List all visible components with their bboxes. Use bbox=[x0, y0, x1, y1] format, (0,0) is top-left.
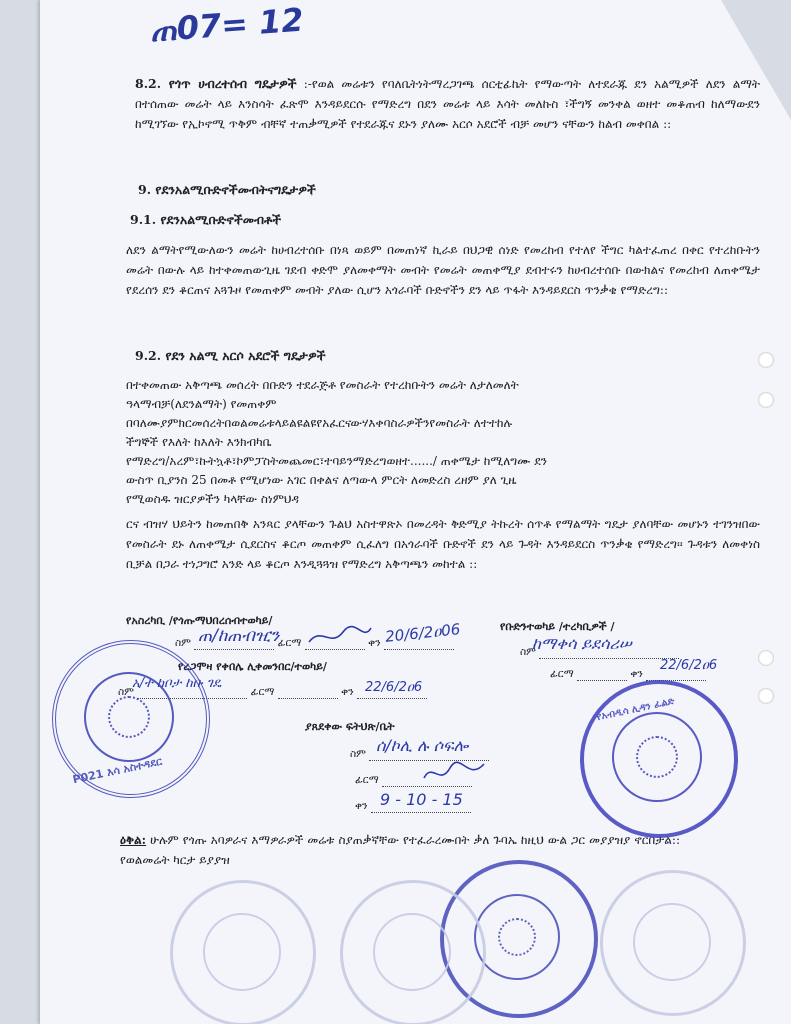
section-9-heading: 9. የደንአልሚቡድኖችመብትናግዴታዎች bbox=[138, 182, 316, 197]
receiver-date-handwritten: 22/6/2ዐ6 bbox=[660, 658, 718, 673]
section-9-2-line: የሚወስዱ ዝርያዎችን ካላቸው ስነምህዳ bbox=[126, 492, 299, 506]
punch-hole bbox=[758, 392, 774, 408]
punch-hole bbox=[758, 688, 774, 704]
committee-name-label: ስም bbox=[118, 686, 134, 698]
document-page bbox=[40, 0, 791, 1024]
faded-stamp-2 bbox=[340, 880, 486, 1024]
committee-name-handwritten: አ/ተ ከቦታ ከቡ ገዴ bbox=[132, 676, 222, 691]
witness-date-label: ቀን bbox=[355, 800, 368, 812]
faded-stamp-3 bbox=[600, 870, 746, 1016]
note-label: ዕቅል: bbox=[120, 833, 147, 847]
section-9-2-line: የማድረግ/አረም፣ኩትኳቶ፣ኮምፓስትመጨመር፣ተባይንማድረግወዘተ....../ ጠቀሜታ ከሚለግሙ ደን bbox=[126, 454, 548, 468]
giver-date-label: ቀን bbox=[368, 637, 381, 649]
handwritten-reference-number: ጠ07= 12 bbox=[148, 0, 305, 50]
giver-name-handwritten: ጠ/ከጠብዢን bbox=[198, 626, 280, 646]
committee-sign-label: ፊርማ bbox=[250, 686, 275, 698]
witness-date-handwritten: 9 - 10 - 15 bbox=[380, 790, 463, 809]
punch-hole bbox=[758, 650, 774, 666]
section-9-2-line: ችግኞች የእለት ከእለት እንክብካቤ bbox=[126, 435, 272, 449]
stamp-right-text: የአብዲሳ ሊዳን ፈልድ bbox=[595, 695, 676, 724]
section-8-2-body: :-የወል መሬቱን የባለቤትነትማረጋገጫ ሰርቲፊኬት የማውጣት ለተደራጁ ደን አልሚዎች ለደን ልማት በተሰጠው መሬት ላይ እንስሳት ፈጽሞ እንዳይደርሱ የማድረግ በደን መሬቱ ላይ እሳት መለኩስ ፣ችግኝ መንቀል ወዘተ መቆጠብ ከለማውደን ከሚገኘው የኢኮኖሚ ጥቅም ብቸኛ ተጠቃሚዎች የተደራጁና ደኑን ያለሙ አርሶ አደሮች ብቻ መሆን ናቸውን ከልብ መቀበል :: bbox=[135, 77, 760, 131]
section-9-1-body: ለደን ልማትየሚውለውን መሬት ከሀብረተሰቡ በነጻ ወይም በመጠነኛ ኪራይ በህጋዊ ሰነድ የመረከብ የተለየ ችግር ካልተፈጠረ በቀር የተረከቡትን መሬት በውሉ ላይ ከተቀመጠውጊዜ ገደብ ቀድሞ ያለመቀማት መብት የመሬት መጠቀሚያ ደብተሩን ከሀብረተሰቡ በውክልና የመረከብ ለጠቀሜታ የደረሰን ደን ቆርጠና አጓጉዞ የመጠቀም መብት ያለው ሲሆን አጎራባች ቡድኖችን ደን ላይ ጥፋት እንዳይደርስ ጥንቃቄ የማድረግ:: bbox=[126, 243, 760, 297]
committee-header: የረጋሞዛ የቀበሌ ሊቀመንበር/ተወካይ/ bbox=[178, 660, 327, 673]
giver-date-handwritten: 20/6/2ዐ06 bbox=[384, 620, 462, 646]
section-9-2-list bbox=[126, 376, 766, 509]
witness-signature-scribble bbox=[420, 760, 490, 788]
note bbox=[120, 830, 680, 870]
witness-header: ያጸደቀው ፍትህጽ/ቤት bbox=[305, 720, 395, 733]
section-9-1-heading: 9.1. የደንአልሚቡድኖችመብቶች bbox=[130, 212, 282, 227]
witness-name-label: ስም bbox=[350, 748, 366, 760]
committee-date-label: ቀን bbox=[341, 686, 354, 698]
witness-sign-label: ፊርማ bbox=[355, 774, 379, 786]
giver-signature-scribble bbox=[305, 622, 375, 650]
section-8-2-heading: 8.2. የጎጥ ሀብረተሰብ ግዴታዎች bbox=[135, 76, 297, 91]
official-stamp-left bbox=[52, 640, 210, 798]
stamp-left-text: P021 እሳ አስተዳደር bbox=[71, 754, 164, 787]
official-stamp-right bbox=[580, 680, 738, 838]
receiver-date-label: ቀን bbox=[630, 668, 643, 680]
giver-header: የአስረካቢ /የጎጡማህበረሰብተወካይ/ bbox=[126, 614, 273, 627]
witness-name-handwritten: ሰ/ኮሊ ሉ ሶፍሎ bbox=[376, 736, 469, 755]
giver-name-label: ስም bbox=[175, 637, 191, 649]
receiver-sign-label: ፊርማ bbox=[550, 668, 574, 680]
section-9-2-line: ዓላማብቻ(ለደንልማት) የመጠቀም bbox=[126, 397, 277, 411]
section-8-2 bbox=[135, 74, 760, 134]
section-9-2-line: በባለሙያምክርመሰረትበወልመሬቱላይልዩልዩየአፈርናውሃእቀባስራዎችንየመስራት ለተተከሉ bbox=[126, 416, 513, 430]
receiver-name-label: ስም bbox=[520, 646, 536, 658]
faded-stamp-1 bbox=[170, 880, 316, 1024]
giver-sign-label: ፊርማ bbox=[277, 637, 302, 649]
punch-hole bbox=[758, 352, 774, 368]
committee-date-handwritten: 22/6/2ዐ6 bbox=[365, 680, 423, 695]
section-9-2-heading: 9.2. የደን አልሚ አርሶ አደሮች ግዴታዎች bbox=[135, 348, 326, 363]
section-9-2-line: በተቀመጠው አቅጣጫ መሰረት በቡድን ተደራጅቶ የመስራት የተረከቡትን መሬት ለታለመለት bbox=[126, 378, 519, 392]
receiver-header: የቡድንተወካይ /ተረካቢዎች / bbox=[500, 620, 615, 633]
note-body: ሁሉም የጎጡ አባዎራና እማዎራዎች መሬቱ ስያጠቃኛቸው የተፈራረሙበት ቃለ ጉባኤ ከዚህ ውል ጋር መያያዝያ ኖርበታል:: የወልመሬት ካርታ ይያያዝ bbox=[120, 833, 680, 867]
section-9-2-body: ርና ብዝሃ ህይትን ከመጠበቅ አንጻር ያላቸውን ጉልህ አስተዋጽኦ በመረዳት ቅድሚያ ትኩረት ሰጥቶ የማልማት ግዴታ ያለባቸው መሆኑን ተገንዝበው የመስራት ደኑ ለጠቀሜታ ሲደርስና ቆርጦ መጠቀም ሲፈለግ በአጎራባች ቡድኖች ደን ላይ ጉዳት እንዳይደርስ ጥንቃቄ የማድረግ፡፡ ጉዳቱን ለመቀነስ ቢቻል በጋራ ተነጋግሮ አንድ ላይ ቆርጦ እንዲጓጓዝ የማድረግ አቅጣጫን መከተል :: bbox=[126, 517, 760, 571]
receiver-name-handwritten: ከማቀሳ ይደሳሪሠ bbox=[532, 634, 632, 653]
section-9-2-line: ውስጥ ቢያንስ 25 በመቶ የሚሆነው አገር በቀልና ለጣውላ ምርት ለመድረስ ረዘም ያለ ጊዜ bbox=[126, 473, 517, 487]
